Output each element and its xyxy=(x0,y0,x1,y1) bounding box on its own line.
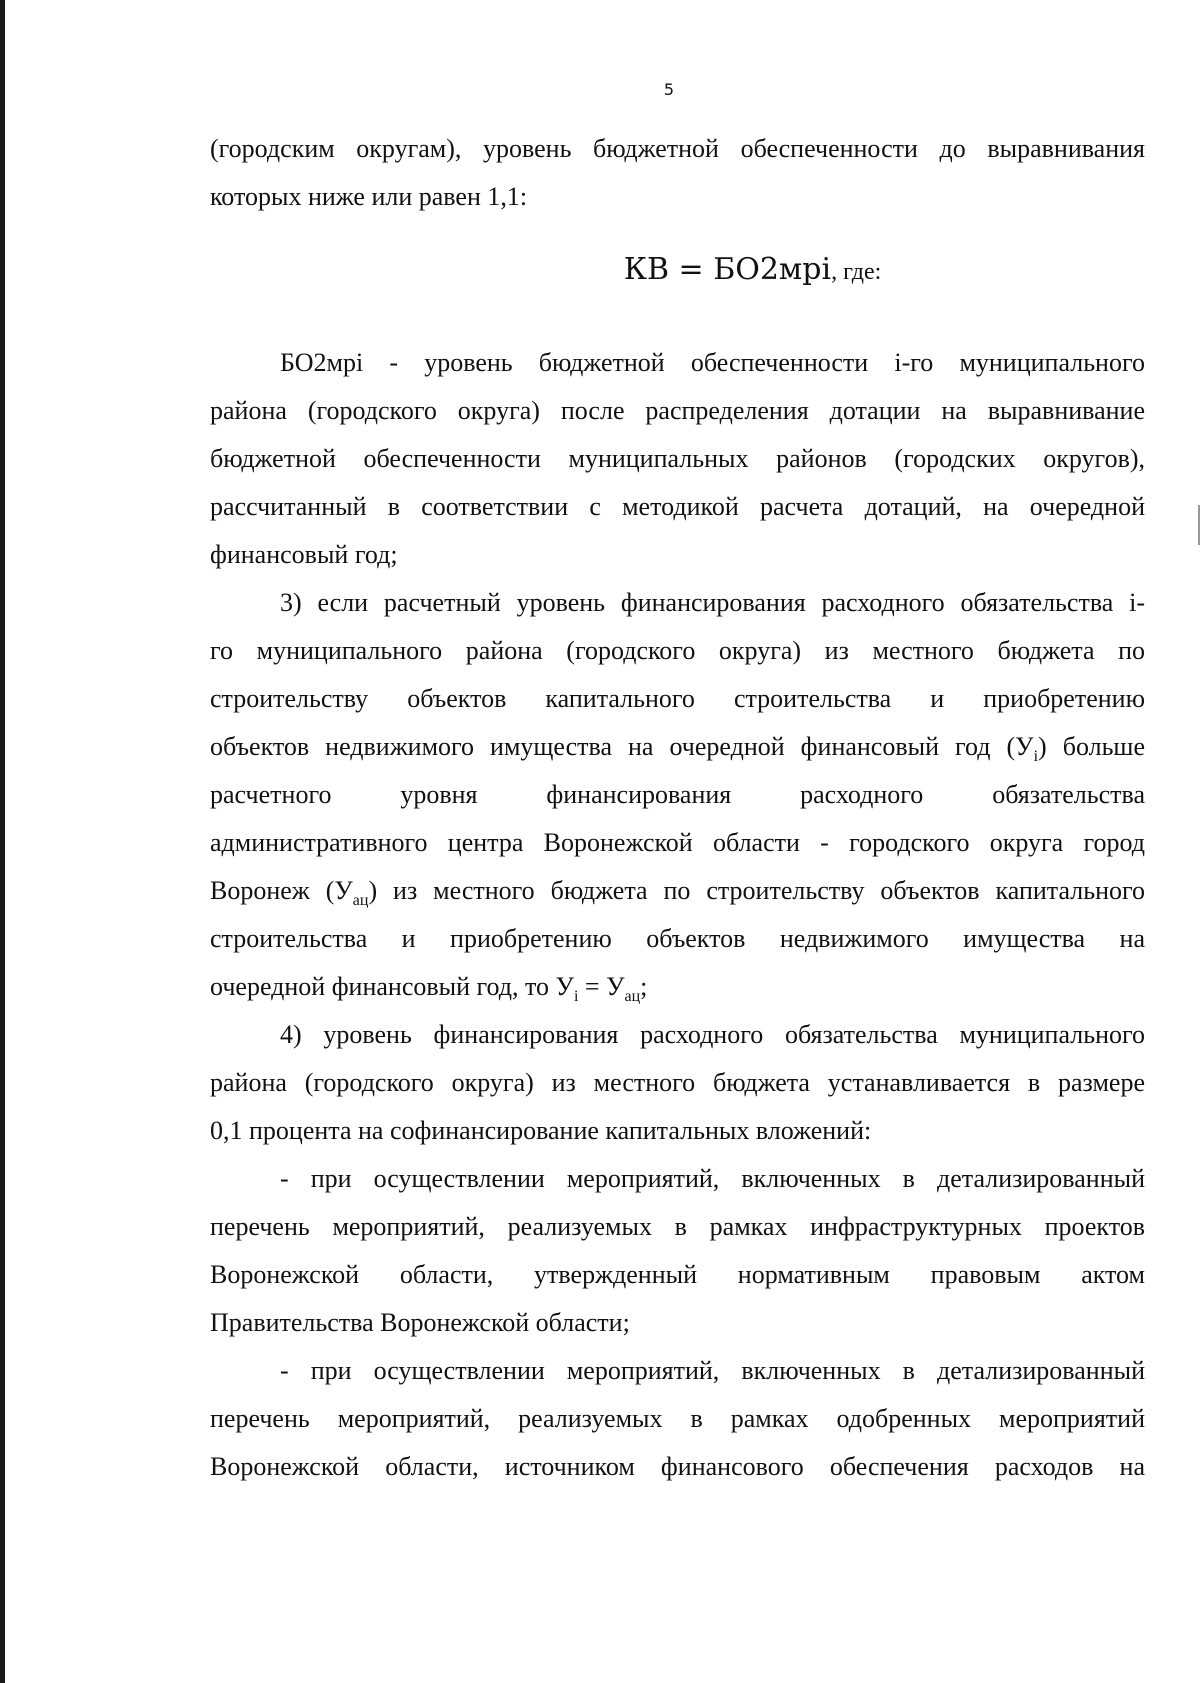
text-line: строительству объектов капитального строительства и приобретению xyxy=(210,684,1145,713)
text-line: Правительства Воронежской области; xyxy=(210,1308,630,1337)
text-line xyxy=(210,963,1145,1011)
subscript: i xyxy=(1033,748,1039,766)
definition-paragraph xyxy=(210,339,1145,579)
page-number: 5 xyxy=(663,80,675,99)
text-line: БО2мрi - уровень бюджетной обеспеченности i-го муниципального xyxy=(280,348,1145,377)
scan-edge-left xyxy=(0,0,5,1683)
subscript: ац xyxy=(624,988,641,1006)
text-line: 0,1 процента на софинансирование капитальных вложений: xyxy=(210,1116,872,1145)
text-line: перечень мероприятий, реализуемых в рамках одобренных мероприятий xyxy=(210,1404,1145,1433)
text-line: административного центра Воронежской области - городского округа город xyxy=(210,828,1145,857)
text-line: - при осуществлении мероприятий, включенных в детализированный xyxy=(280,1356,1145,1385)
text-line: района (городского округа) из местного бюджета устанавливается в размере xyxy=(210,1068,1145,1097)
text-segment: Воронеж (У xyxy=(210,876,353,905)
formula-suffix: , где: xyxy=(831,259,882,285)
text-segment: объектов недвижимого имущества на очередной финансовый год (У xyxy=(210,732,1034,761)
text-line: которых ниже или равен 1,1: xyxy=(210,182,528,211)
text-line xyxy=(210,867,1145,915)
formula-expression: КВ = БО2мрi xyxy=(623,252,832,287)
subscript: ац xyxy=(352,892,369,910)
text-line: финансовый год; xyxy=(210,540,398,569)
text-line: района (городского округа) после распределения дотации на выравнивание xyxy=(210,396,1145,425)
text-line: бюджетной обеспеченности муниципальных районов (городских округов), xyxy=(210,444,1145,473)
text-line: (городским округам), уровень бюджетной обеспеченности до выравнивания xyxy=(210,134,1145,163)
word: расчетного xyxy=(210,780,332,809)
text-line: го муниципального района (городского округа) из местного бюджета по xyxy=(210,636,1145,665)
text-segment: ) из местного бюджета по строительству объектов капитального xyxy=(368,876,1145,905)
bullet-2-paragraph xyxy=(210,1347,1145,1491)
word: финансирования xyxy=(546,780,732,809)
document-body xyxy=(210,125,1145,1491)
formula xyxy=(210,245,1145,297)
text-segment: ; xyxy=(640,972,648,1001)
text-line: - при осуществлении мероприятий, включенных в детализированный xyxy=(280,1164,1145,1193)
text-line xyxy=(210,771,1145,819)
word: уровня xyxy=(400,780,478,809)
text-line: перечень мероприятий, реализуемых в рамках инфраструктурных проектов xyxy=(210,1212,1145,1241)
text-segment: = У xyxy=(578,972,625,1001)
text-line: Воронежской области, утвержденный нормативным правовым актом xyxy=(210,1260,1145,1289)
item-3-paragraph xyxy=(210,579,1145,1011)
text-line: рассчитанный в соответствии с методикой расчета дотаций, на очередной xyxy=(210,492,1145,521)
text-line: 3) если расчетный уровень финансирования расходного обязательства i- xyxy=(280,588,1145,617)
intro-paragraph xyxy=(210,125,1145,221)
word: обязательства xyxy=(992,780,1145,809)
text-line: 4) уровень финансирования расходного обязательства муниципального xyxy=(280,1020,1145,1049)
text-line: Воронежской области, источником финансового обеспечения расходов на xyxy=(210,1452,1145,1481)
text-segment: очередной финансовый год, то У xyxy=(210,972,574,1001)
text-line xyxy=(210,723,1145,771)
item-4-paragraph xyxy=(210,1011,1145,1155)
bullet-1-paragraph xyxy=(210,1155,1145,1347)
text-segment: ) больше xyxy=(1038,732,1145,761)
word: расходного xyxy=(800,780,924,809)
text-line: строительства и приобретению объектов недвижимого имущества на xyxy=(210,924,1145,953)
subscript: i xyxy=(573,988,579,1006)
